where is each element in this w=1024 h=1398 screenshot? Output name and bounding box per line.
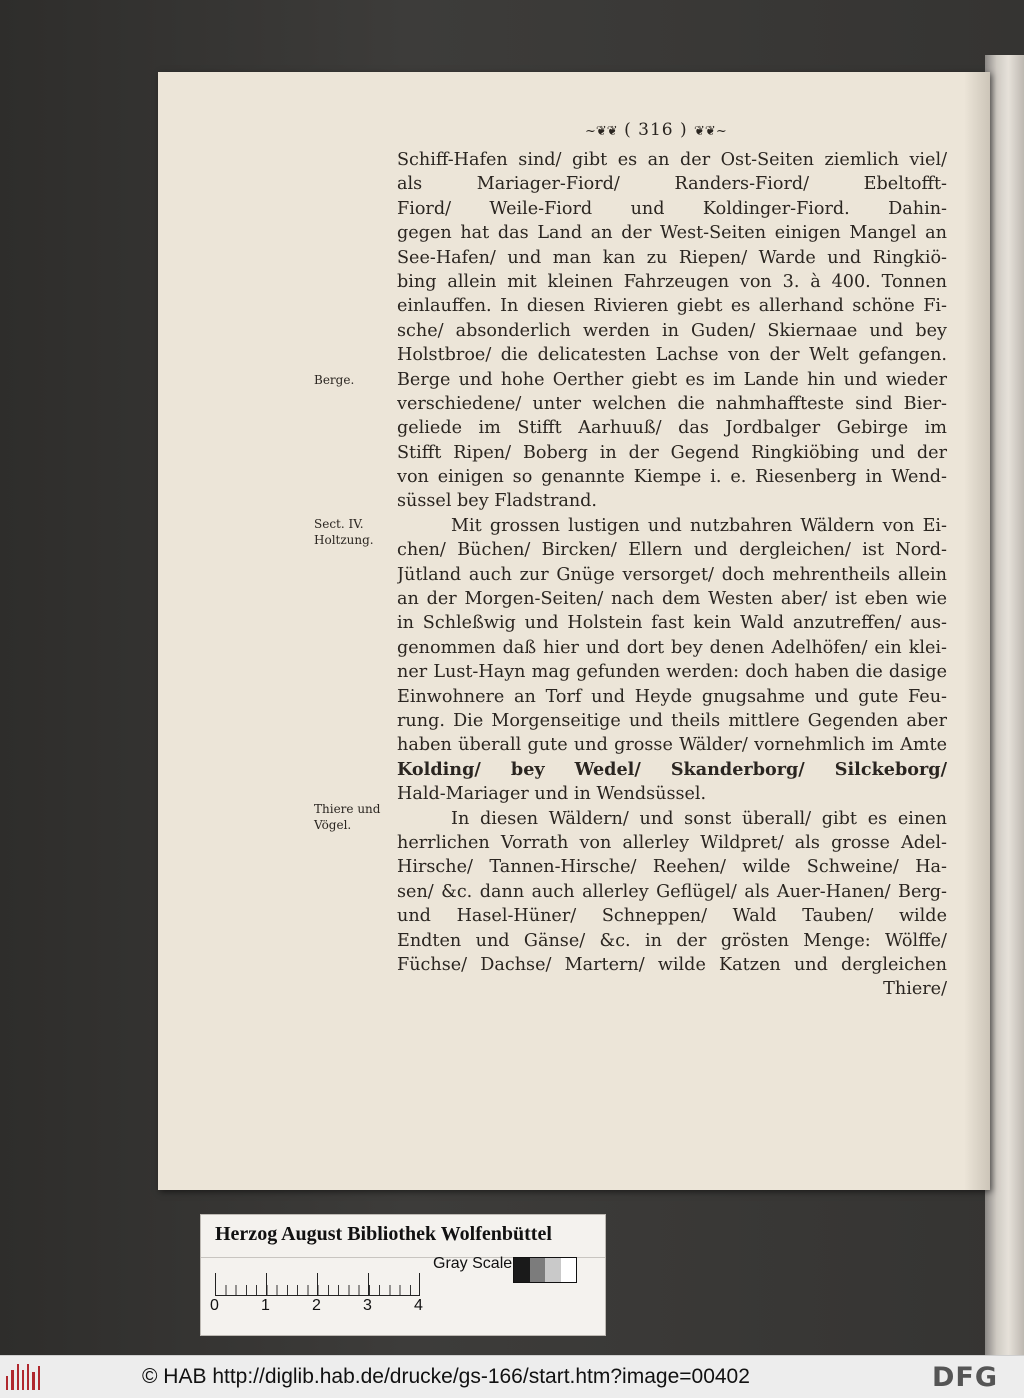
text-line: sche/ absonderlich werden in Guden/ Skiernaae und bey xyxy=(397,320,947,341)
gray-swatch xyxy=(545,1258,561,1282)
text-line: und Hasel-Hüner/ Schneppen/ Wald Tauben/ wilde xyxy=(397,906,947,927)
ruler-label: 2 xyxy=(312,1297,321,1314)
text-line: Hald-Mariager und in Wendsüssel. xyxy=(397,784,707,805)
text-line: Mit grossen lustigen und nutzbahren Wäldern von Ei- xyxy=(451,515,947,536)
text-line: an der Morgen-Seiten/ nach dem Westen aber/ ist eben wie xyxy=(397,589,947,610)
text-line: genommen daß hier und dort bey denen Adelhöfen/ ein klei- xyxy=(397,637,947,658)
ruler-major-tick xyxy=(215,1273,216,1295)
margin-note-berge xyxy=(314,372,394,388)
text-line: in Schleßwig und Holstein fast kein Wald anzutreffen/ aus- xyxy=(397,613,947,634)
text-line: gegen hat das Land an der West-Seiten einigen Mangel an xyxy=(397,223,947,244)
text-line: chen/ Büchen/ Bircken/ Ellern und dergleichen/ ist Nord- xyxy=(397,540,947,561)
ruler-major-tick xyxy=(419,1273,420,1295)
text-line: Jütland auch zur Gnüge versorget/ doch mehrentheils allein xyxy=(397,564,947,585)
text-line: einlauffen. In diesen Rivieren giebt es allerhand schöne Fi- xyxy=(397,296,947,317)
text-line: Fiord/ Weile-Fiord und Koldinger-Fiord. Dahin- xyxy=(397,198,947,219)
margin-note-thiere xyxy=(314,801,394,833)
text-line: verschiedene/ unter welchen die nahmhaffteste sind Bier- xyxy=(397,393,947,414)
copyright-url-text[interactable]: © HAB http://diglib.hab.de/drucke/gs-166/start.htm?image=00402 xyxy=(142,1365,750,1388)
ruler-label: 0 xyxy=(210,1297,219,1314)
text-line: In diesen Wäldern/ und sonst überall/ gibt es einen xyxy=(451,808,947,829)
viewer-footer xyxy=(0,1355,1024,1398)
margin-note-holtzung xyxy=(314,516,394,548)
gray-swatch xyxy=(561,1258,577,1282)
ruler-label: 3 xyxy=(363,1297,372,1314)
scale-ruler xyxy=(215,1273,420,1296)
library-name: Herzog August Bibliothek Wolfenbüttel xyxy=(215,1223,552,1245)
text-line: herrlichen Vorrath von allerley Wildpret/ als grosse Adel- xyxy=(397,832,947,853)
gray-swatch xyxy=(530,1258,546,1282)
text-line: See-Hafen/ und man kan zu Riepen/ Warde und Ringkiö- xyxy=(397,247,947,268)
text-line: von einigen so genannte Kiempe i. e. Riesenberg in Wend- xyxy=(397,467,947,488)
color-calibration-card xyxy=(200,1214,606,1336)
ruler-label: 4 xyxy=(414,1297,423,1314)
margin-note-text: Thiere und xyxy=(314,802,381,816)
text-line: Thiere/ xyxy=(883,979,947,1000)
gray-scale-swatches xyxy=(513,1257,577,1283)
text-line: bing allein mit kleinen Fahrzeugen von 3. à 400. Tonnen xyxy=(397,271,947,292)
gray-scale-label: Gray Scale xyxy=(433,1255,513,1272)
dfg-logo: DFG xyxy=(932,1362,999,1393)
text-line: Endten und Gänse/ &c. in der grösten Menge: Wölffe/ xyxy=(397,930,947,951)
margin-note-text: Berge. xyxy=(314,373,355,387)
text-line: haben überall gute und grosse Wälder/ vornehmlich im Amte xyxy=(397,735,947,756)
page-number: ( 316 ) xyxy=(624,120,688,140)
margin-note-text: Holtzung. xyxy=(314,533,374,547)
text-line: Hirsche/ Tannen-Hirsche/ Reehen/ wilde Schweine/ Ha- xyxy=(397,857,947,878)
text-line: rung. Die Morgenseitige und theils mittlere Gegenden aber xyxy=(397,710,947,731)
ornament-right-icon: ❦❦~ xyxy=(694,124,727,139)
page-body-text xyxy=(397,148,947,1002)
hab-logo-icon xyxy=(6,1364,40,1390)
page-number-header xyxy=(585,120,765,144)
text-line: Stifft Ripen/ Boberg in der Gegend Ringkiöbing und der xyxy=(397,442,947,463)
text-line: Kolding/ bey Wedel/ Skanderborg/ Silckeborg/ xyxy=(397,758,947,780)
text-line: Einwohnere an Torf und Heyde gnugsahme und gute Feu- xyxy=(397,686,947,707)
text-line: als Mariager-Fiord/ Randers-Fiord/ Ebeltofft- xyxy=(397,174,947,195)
text-line: Füchse/ Dachse/ Martern/ wilde Katzen und dergleichen xyxy=(397,954,947,975)
text-line: Holstbroe/ die delicatesten Lachse von der Welt gefangen. xyxy=(397,345,947,366)
text-line: geliede im Stifft Aarhuuß/ das Jordbalger Gebirge im xyxy=(397,418,947,439)
ruler-label: 1 xyxy=(261,1297,270,1314)
ruler-major-tick xyxy=(317,1273,318,1295)
margin-note-text: Vögel. xyxy=(314,818,352,832)
ruler-major-tick xyxy=(368,1273,369,1295)
margin-note-text: Sect. IV. xyxy=(314,517,364,531)
gray-swatch xyxy=(514,1258,530,1282)
text-line: ner Lust-Hayn mag gefunden werden: doch haben die dasige xyxy=(397,662,947,683)
text-line: Berge und hohe Oerther giebt es im Lande hin und wieder xyxy=(397,369,947,390)
text-line: süssel bey Fladstrand. xyxy=(397,491,598,512)
text-line: Schiff-Hafen sind/ gibt es an der Ost-Seiten ziemlich viel/ xyxy=(397,150,947,170)
ornament-left-icon: ~❦❦ xyxy=(585,124,618,139)
text-line: sen/ &c. dann auch allerley Geflügel/ als Auer-Hanen/ Berg- xyxy=(397,881,947,902)
adjacent-page-edge xyxy=(985,55,1024,1355)
ruler-major-tick xyxy=(266,1273,267,1295)
